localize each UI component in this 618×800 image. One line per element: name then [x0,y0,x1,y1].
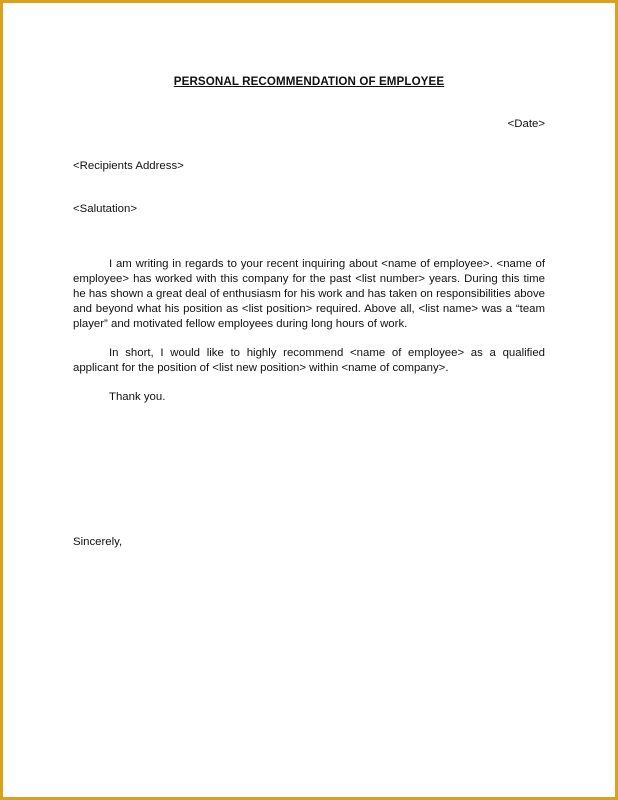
date-placeholder: <Date> [507,118,545,130]
letter-title: PERSONAL RECOMMENDATION OF EMPLOYEE [173,75,445,88]
body-paragraph-recommendation: In short, I would like to highly recommend <name of employee> as a qualified applicant for the position of <list new position> within <name of company>. [73,347,545,374]
letter-body [73,257,545,419]
closing-signoff: Sincerely, [73,536,123,548]
body-paragraph-intro: I am writing in regards to your recent inquiring about <name of employee>. <name of employee> has worked with this company for the past <list number> years. During this time he has shown a great deal of enthusiasm for his work and has taken on responsibilities above and beyond what his position as <list position> required. Above all, <list name> was a “team player” and motivated fellow employees during long hours of work. [73,258,545,330]
salutation: <Salutation> [73,203,137,215]
recipient-address: <Recipients Address> [73,160,184,172]
letter-page [3,3,615,797]
body-paragraph-thanks: Thank you. [109,391,166,403]
